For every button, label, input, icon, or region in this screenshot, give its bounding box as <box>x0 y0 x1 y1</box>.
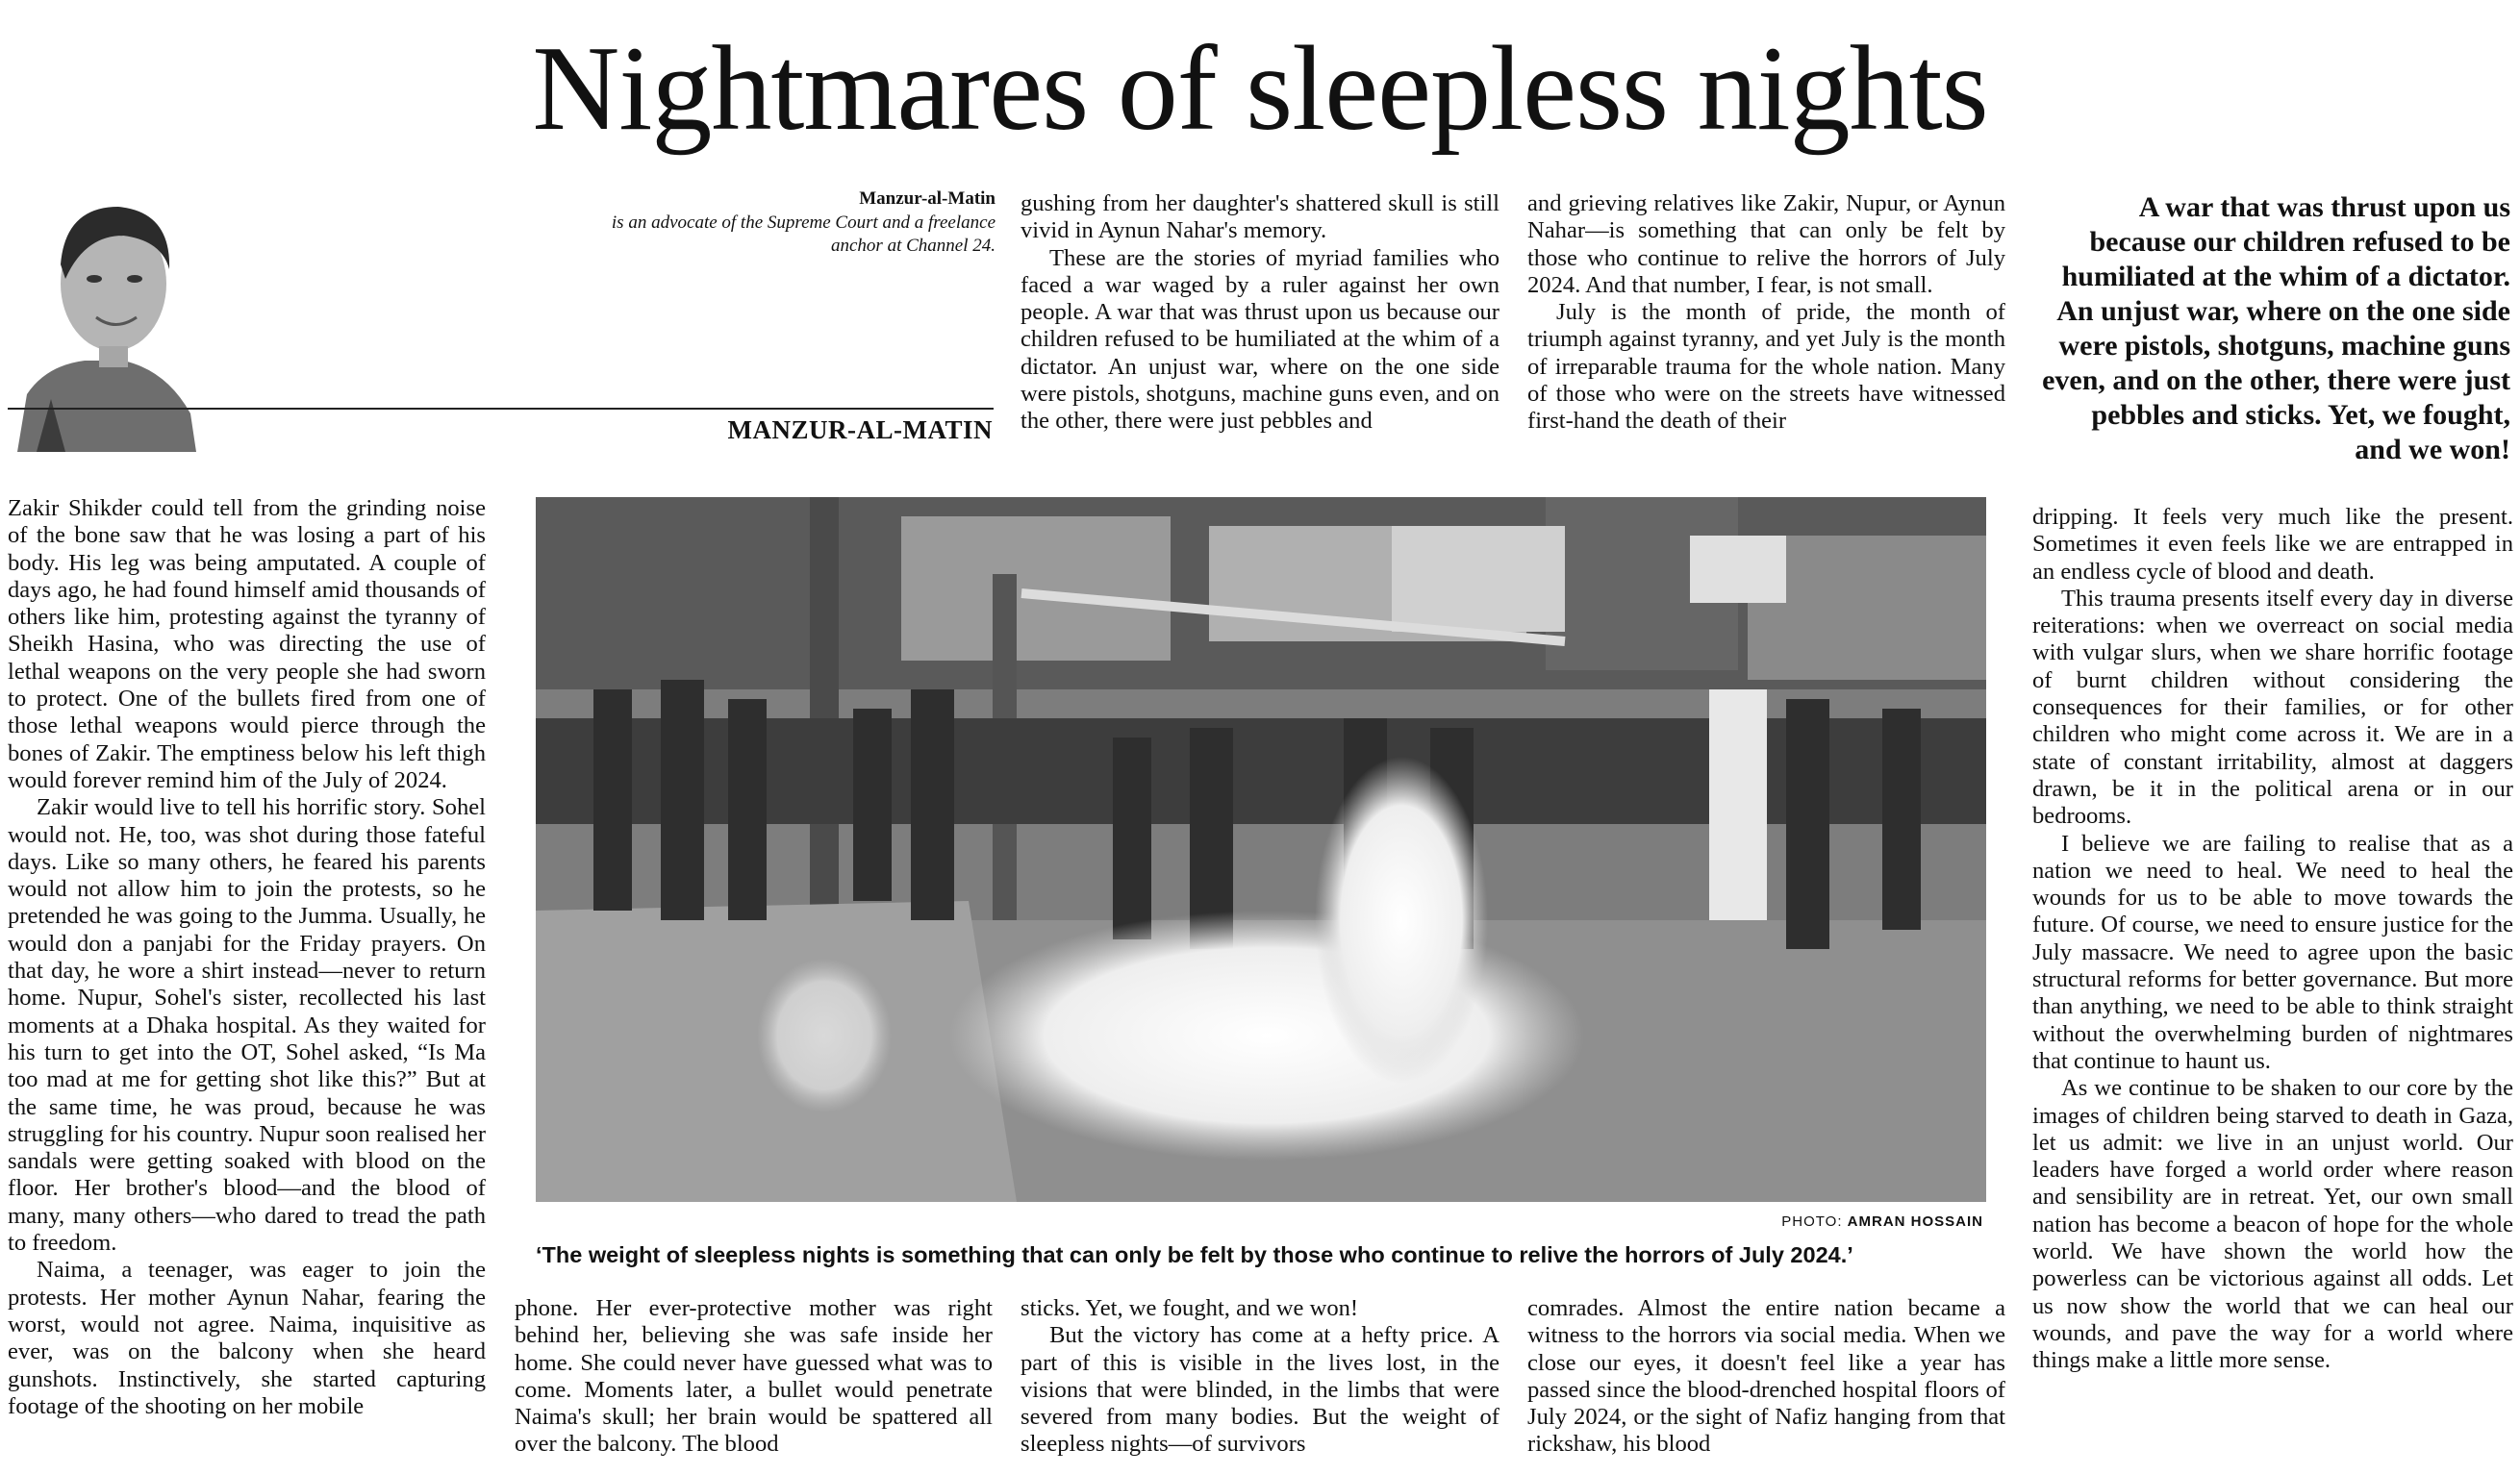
paragraph: These are the stories of myriad families who faced a war waged by a ruler against her own people. A war that was thrust upon us because our children refused to be humiliated at the whim of a dictator. An unjust war, where on the one side were pistols, shotguns, machine guns even, and on the other, there were just pebbles and <box>1021 244 1499 435</box>
paragraph: sticks. Yet, we fought, and we won! <box>1021 1295 1359 1321</box>
column-3-bottom <box>1021 1295 1499 1459</box>
article-headline: Nightmares of sleepless nights <box>532 22 1988 156</box>
column-3-top <box>1021 190 1499 436</box>
paragraph: July is the month of pride, the month of triumph against tyranny, and yet July is the month of irreparable trauma for the whole nation. Many of those who were on the streets have witnessed first-hand the death of their <box>1527 299 2005 435</box>
paragraph: comrades. Almost the entire nation became a witness to the horrors via social media. When we close our eyes, it doesn't feel like a year has passed since the blood-drenched hospital floors of July 2024, or the sight of Nafiz hanging from that rickshaw, his blood <box>1527 1295 2005 1458</box>
paragraph: dripping. It feels very much like the present. Sometimes it even feels like we are entrapped in an endless cycle of blood and death. <box>2032 504 2513 585</box>
author-description: is an advocate of the Supreme Court and a freelance anchor at Channel 24. <box>611 212 995 256</box>
column-2-bottom <box>515 1295 993 1459</box>
column-1 <box>8 495 486 1420</box>
column-4-top <box>1527 190 2005 436</box>
author-name: Manzur-al-Matin <box>859 188 995 209</box>
photo-credit-label: PHOTO: <box>1781 1213 1843 1230</box>
photo-caption: ‘The weight of sleepless nights is something that can only be felt by those who continue to relive the horrors of July 2024.’ <box>536 1242 1853 1267</box>
paragraph: I believe we are failing to realise that as a nation we need to heal. We need to heal the wounds for us to be able to move towards the future. Of course, we need to ensure justice for the July massacre. We need to agree upon the basic structural reforms for better governance. But more than anything, we need to be able to think straight without the overwhelming burden of nightmares that continue to haunt us. <box>2032 830 2513 1074</box>
paragraph: gushing from her daughter's shattered skull is still vivid in Aynun Nahar's memory. <box>1021 190 1499 244</box>
pull-quote: A war that was thrust upon us because our children refused to be humiliated at the whim of a dictator. An unjust war, where on the one side were pistols, shotguns, machine guns even, and on the other, there were just pebbles and sticks. Yet, we fought, and we won! <box>2042 191 2510 465</box>
author-portrait <box>8 173 196 452</box>
paragraph: As we continue to be shaken to our core by the images of children being starved to death in Gaza, let us admit: we live in an unjust world. Our leaders have forged a world order where reason and sensibility are in retreat. Yet, our own small nation has become a beacon of hope for the whole world. We have shown the world how the powerless can be victorious against all odds. Let us now show the world that we can heal our wounds, and pave the way for a world where things make a little more sense. <box>2032 1075 2513 1374</box>
photo-credit-name: AMRAN HOSSAIN <box>1847 1213 1983 1230</box>
news-photo <box>536 497 1986 1202</box>
paragraph: phone. Her ever-protective mother was right behind her, believing she was safe inside her home. She could never have guessed what was to come. Moments later, a bullet would penetrate Naima's skull; her brain would be spattered all over the balcony. The blood <box>515 1295 993 1458</box>
paragraph: This trauma presents itself every day in diverse reiterations: when we overreact on social media with vulgar slurs, when we share horrific footage of burnt children without considering the consequences for their families, or for other children who might come across it. We are in a state of constant irritability, almost at daggers drawn, be it in the political arena or in our bedrooms. <box>2032 585 2513 830</box>
paragraph: But the victory has come at a hefty price. A part of this is visible in the lives lost, in the visions that were blinded, in the limbs that were severed from many bodies. But the weight of sleepless nights—of survivors <box>1021 1322 1499 1458</box>
author-caps-name: MANZUR-AL-MATIN <box>727 415 993 444</box>
column-5 <box>2032 504 2513 1375</box>
paragraph: and grieving relatives like Zakir, Nupur, or Aynun Nahar—is something that can only be felt by those who continue to relive the horrors of July 2024. And that number, I fear, is not small. <box>1527 190 2005 298</box>
paragraph: Zakir Shikder could tell from the grinding noise of the bone saw that he was losing a part of his body. His leg was being amputated. A couple of days ago, he had found himself amid thousands of others like him, protesting against the tyranny of Sheikh Hasina, who was directing the use of lethal weapons on the very people she had sworn to protect. One of the bullets fired from one of those lethal weapons would pierce through the bones of Zakir. The emptiness below his left thigh would forever remind him of the July of 2024. <box>8 495 486 793</box>
photo-credit <box>1781 1213 1983 1230</box>
paragraph: Zakir would live to tell his horrific story. Sohel would not. He, too, was shot during those fateful days. Like so many others, he feared his parents would not allow him to join the protests, so he pretended he was going to the Jumma. Usually, he would don a panjabi for the Friday prayers. On that day, he wore a shirt instead—never to return home. Nupur, Sohel's sister, recollected his last moments at a Dhaka hospital. As they waited for his turn to get into the OT, Sohel asked, “Is Ma too mad at me for getting shot like this?” But at the same time, he was proud, because he was struggling for his country. Nupur soon realised her sandals were getting soaked with blood on the floor. Her brother's blood—and the blood of many, many others—who dared to tread the path to freedom. <box>8 794 487 1257</box>
column-4-bottom <box>1527 1295 2005 1459</box>
paragraph: Naima, a teenager, was eager to join the protests. Her mother Aynun Nahar, fearing the worst, would not agree. Naima, inquisitive as ever, was on the balcony when she heard gunshots. Instinctively, she started capturing footage of the shooting on her mobile <box>8 1257 486 1419</box>
byline-rule <box>8 408 994 410</box>
